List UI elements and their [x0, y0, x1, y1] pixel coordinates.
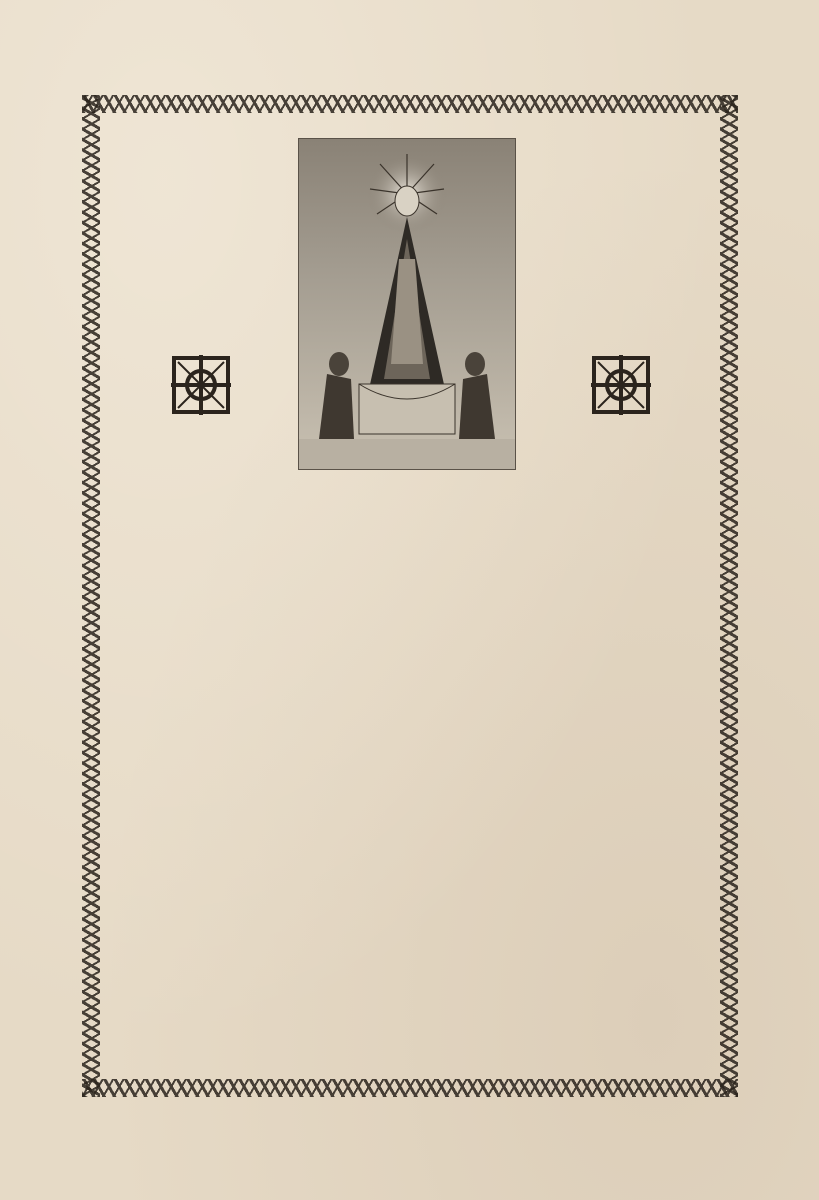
knot-ornament-icon: [166, 350, 236, 420]
border-top: [82, 95, 738, 113]
central-floral-divider: [385, 498, 435, 958]
virgin-image: [298, 138, 516, 470]
virgin-illustration: [299, 139, 515, 469]
border-right: [720, 95, 738, 1097]
ornament-right: [586, 350, 656, 420]
ornament-left: [166, 350, 236, 420]
knot-ornament-icon: [586, 350, 656, 420]
border-left: [82, 95, 100, 1097]
floral-divider-icon: [385, 498, 435, 958]
border-bottom: [82, 1079, 738, 1097]
